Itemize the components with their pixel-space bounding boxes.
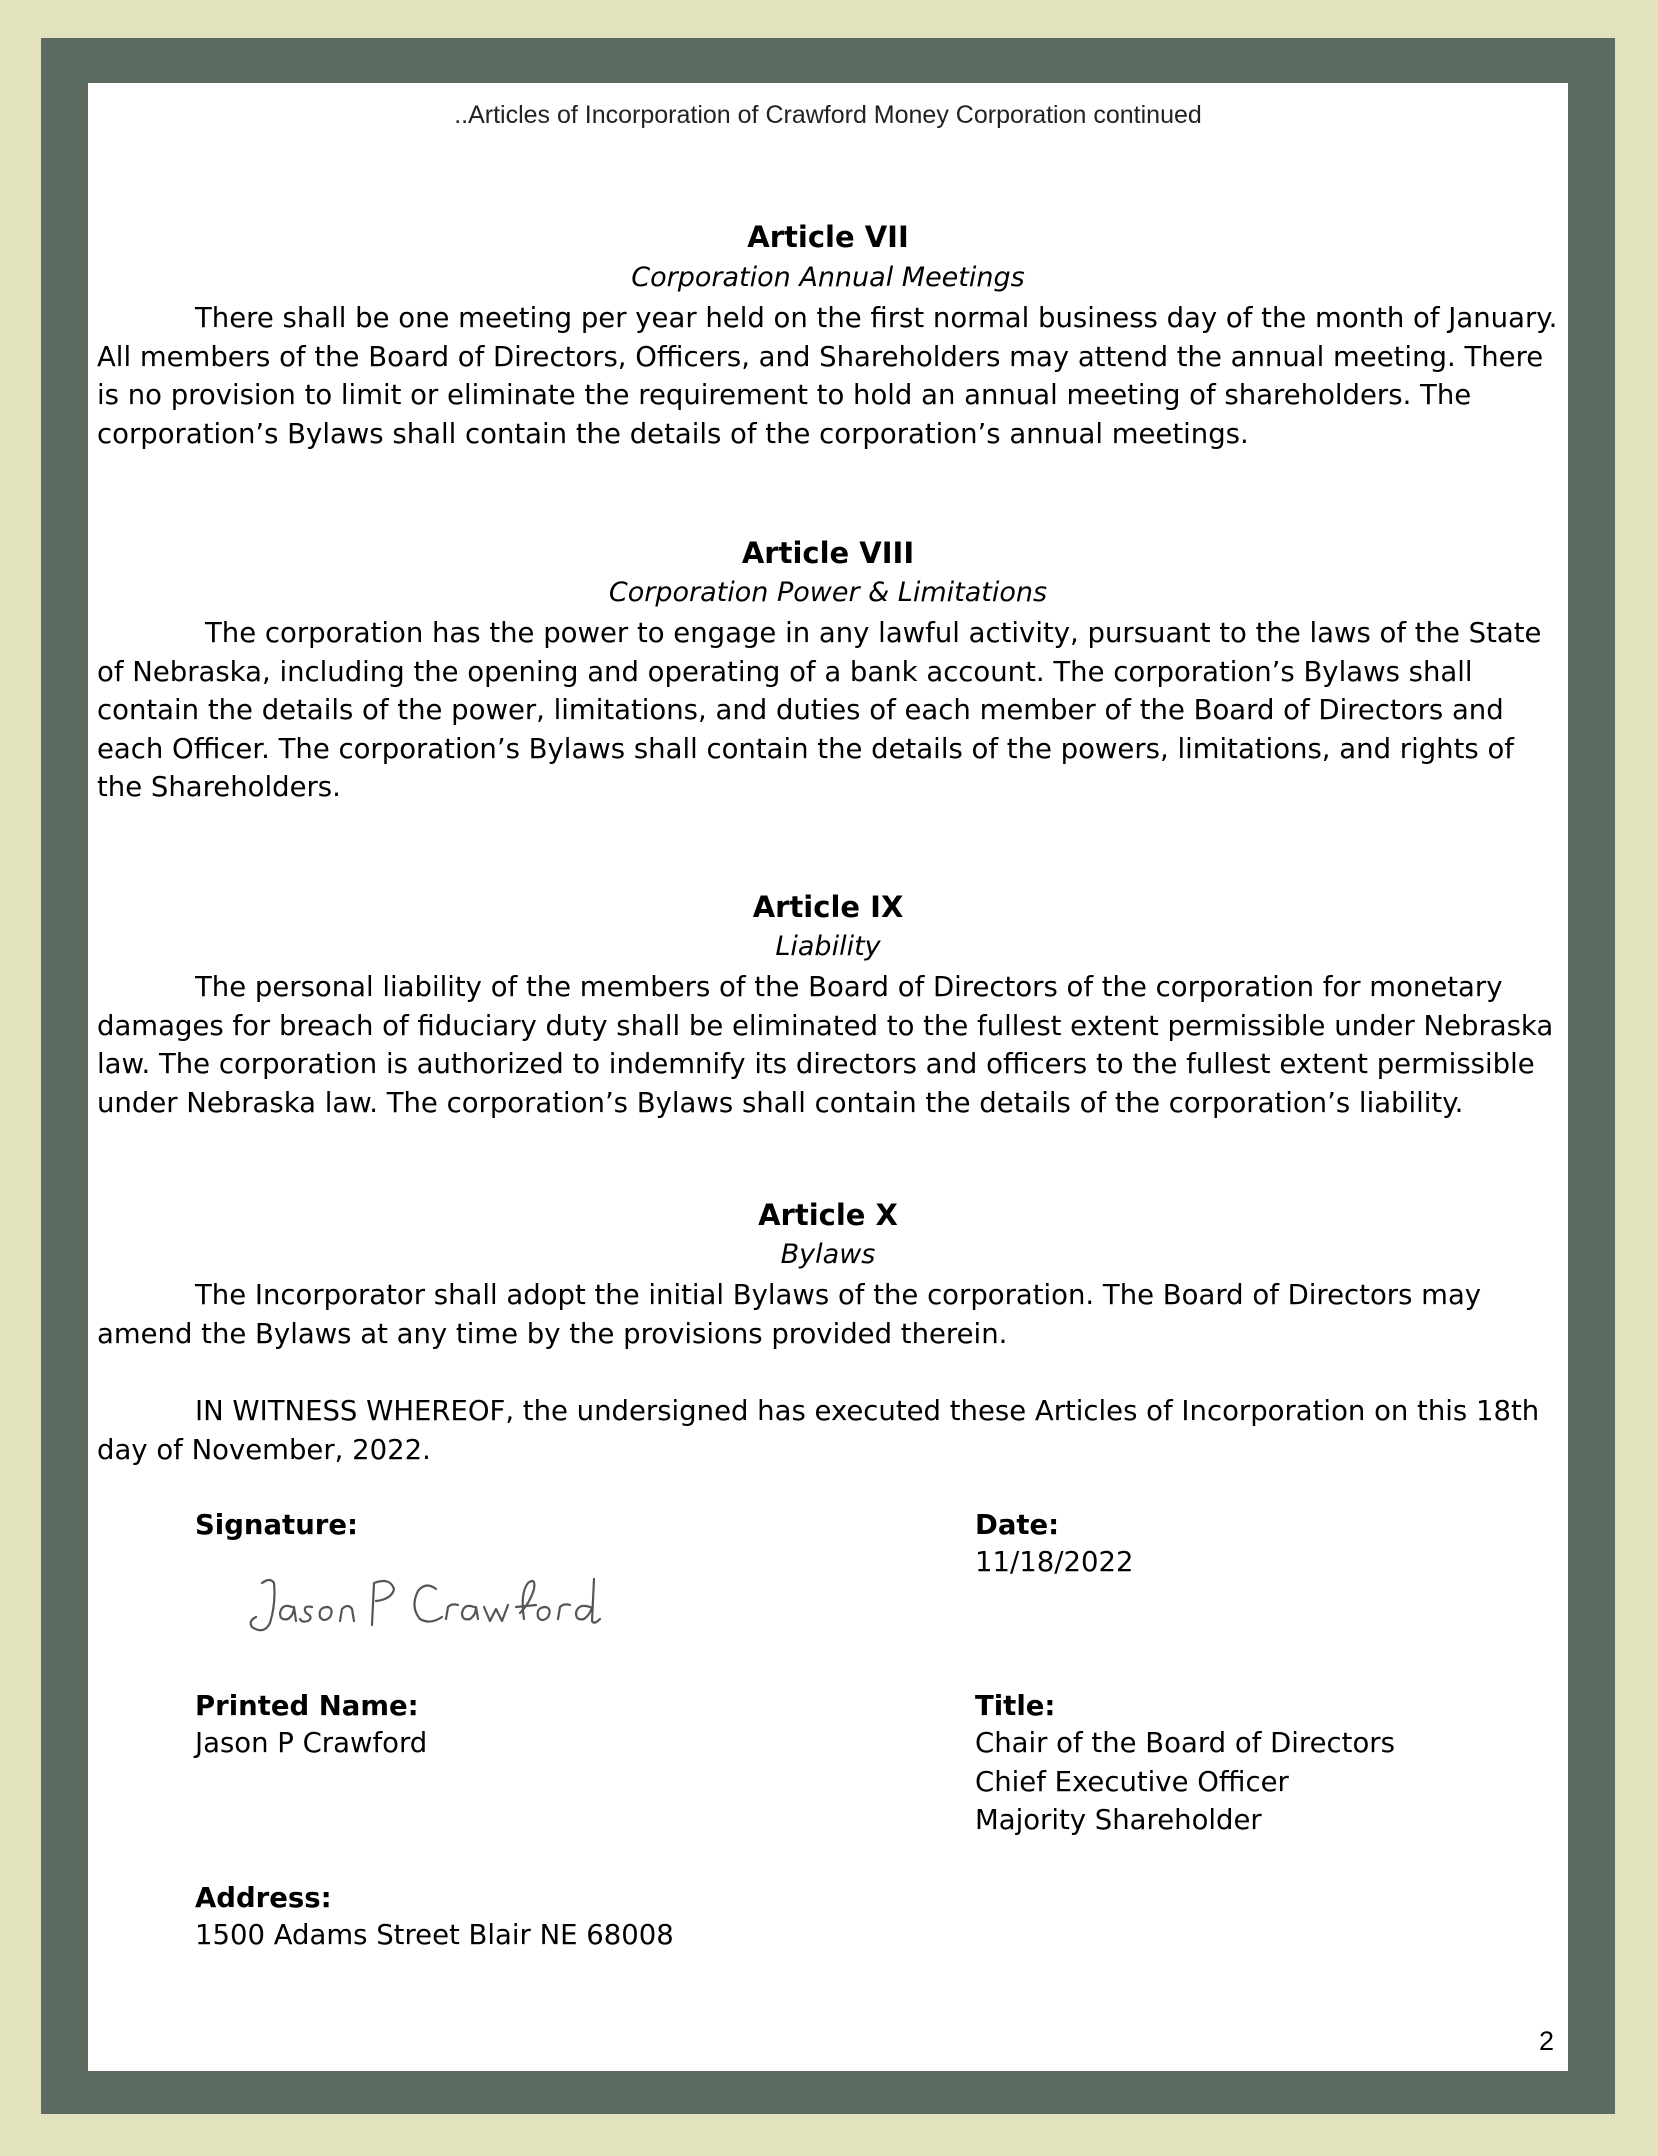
article-vii-paragraph: There shall be one meeting per year held on the first normal business day of the month of January. All members of the Board of Directors, Officers, and Shareholders may attend the annual meeting. There is no provision to limit or eliminate the requirement to hold an annual meeting of shareholders. The corporation’s Bylaws shall contain the details of the corporation’s annual meetings. — [97, 302, 1558, 450]
article-ix-subtitle: Liability — [775, 931, 881, 962]
witness-paragraph: IN WITNESS WHEREOF, the undersigned has executed these Articles of Incorporation on this 18th day of November, 2022. — [97, 1395, 1540, 1466]
running-header: ..Articles of Incorporation of Crawford Money Corporation continued — [454, 101, 1202, 129]
address-label: Address: — [195, 1882, 332, 1914]
article-ix-body — [97, 968, 1559, 1122]
article-x-paragraph: The Incorporator shall adopt the initial Bylaws of the corporation. The Board of Directors may amend the Bylaws at any time by the provisions provided therein. — [97, 1279, 1482, 1350]
article-vii-body — [97, 299, 1559, 453]
signature-image — [240, 1563, 620, 1643]
address-value: 1500 Adams Street Blair NE 68008 — [195, 1919, 674, 1951]
witness-block — [97, 1392, 1559, 1469]
article-viii-subtitle: Corporation Power & Limitations — [608, 577, 1048, 608]
printed-name-label: Printed Name: — [195, 1690, 419, 1722]
article-x-body — [97, 1276, 1559, 1353]
title-lines — [975, 1724, 1395, 1840]
printed-name-value: Jason P Crawford — [195, 1727, 428, 1759]
handwritten-signature — [240, 1563, 620, 1647]
article-viii-body — [97, 614, 1559, 807]
article-x-title: Article X — [758, 1198, 898, 1232]
document-page — [88, 83, 1568, 2071]
article-ix-title: Article IX — [752, 890, 904, 924]
article-viii-title: Article VIII — [741, 536, 915, 570]
page-number: 2 — [1538, 2026, 1554, 2056]
signature-label: Signature: — [195, 1509, 358, 1541]
title-line: Chief Executive Officer — [975, 1765, 1289, 1798]
date-value: 11/18/2022 — [975, 1546, 1134, 1578]
title-line: Majority Shareholder — [975, 1804, 1262, 1836]
article-viii-paragraph: The corporation has the power to engage in any lawful activity, pursuant to the laws of the State of Nebraska, including the opening and operating of a bank account. The corporation’s Bylaws shall contain the details of the power, limitations, and duties of each member of the Board of Directors and each Officer. The corporation’s Bylaws shall contain the details of the powers, limitations, and rights of the Shareholders. — [97, 617, 1542, 803]
title-line: Chair of the Board of Directors — [975, 1727, 1395, 1759]
article-ix-paragraph: The personal liability of the members of the Board of Directors of the corporation for monetary damages for breach of fiduciary duty shall be eliminated to the fullest extent permissible under Nebraska law. The corporation is authorized to indemnify its directors and officers to the fullest extent permissible under Nebraska law. The corporation’s Bylaws shall contain the details of the corporation’s liability. — [97, 971, 1554, 1119]
article-vii-subtitle: Corporation Annual Meetings — [631, 262, 1025, 293]
article-x-subtitle: Bylaws — [780, 1239, 876, 1270]
article-vii-title: Article VII — [747, 220, 909, 254]
title-label: Title: — [975, 1690, 1056, 1722]
date-label: Date: — [975, 1509, 1060, 1541]
